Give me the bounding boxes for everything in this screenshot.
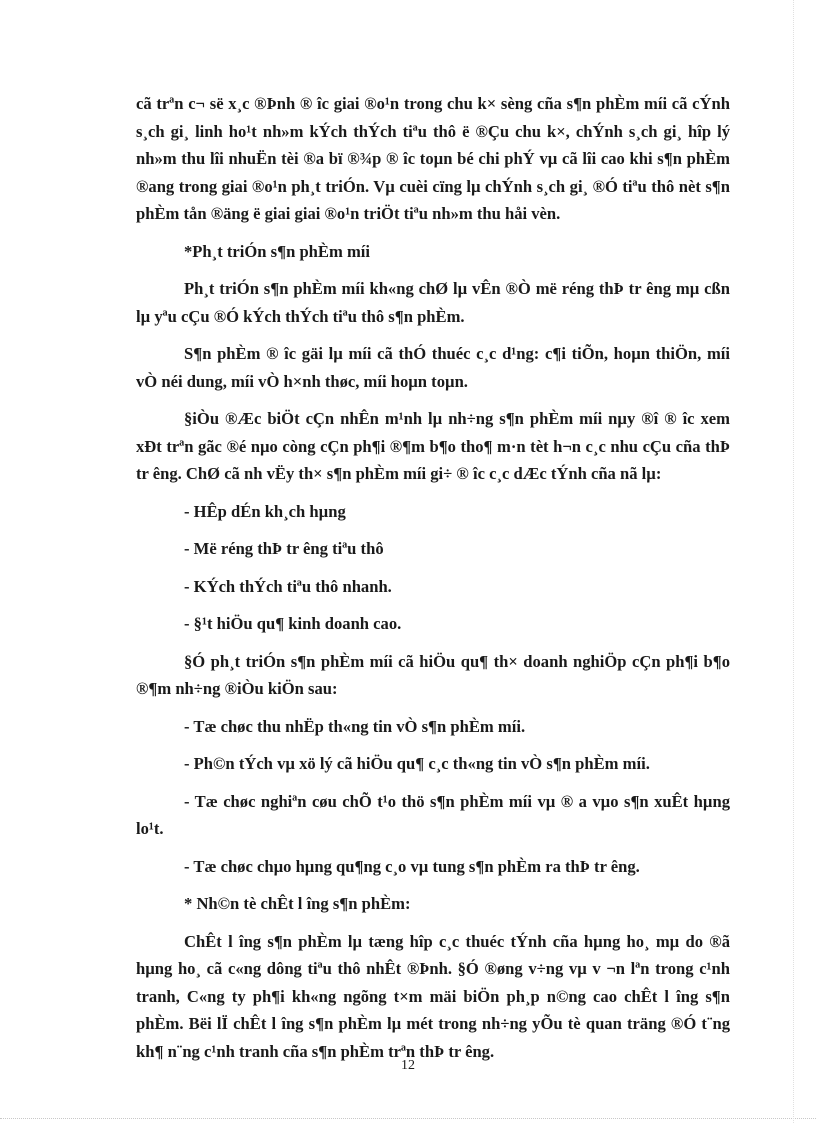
paragraph: §Ó ph¸t triÓn s¶n phÈm míi cã hiÖu qu¶ th× doanh nghiÖp cÇn ph¶i b¶o ®¶m nh÷ng ®iÒu kiÖn sau: [136,651,730,698]
paragraph: §iÒu ®Æc biÖt cÇn nhÊn m¹nh lµ nh÷ng s¶n phÈm míi nµy ®î ® îc xem xÐt trªn gãc ®é nµo còng cÇn ph¶i ®¶m b¶o tho¶ m·n tèt h¬n c¸c nhu cÇu cña thÞ tr êng. ChØ cã nh vËy th× s¶n phÈm míi gi÷ ® îc c¸c dÆc tÝnh cña nã lµ: [136,409,730,483]
page-number: 12 [401,1058,415,1073]
paragraph: Ph¸t triÓn s¶n phÈm míi kh«ng chØ lµ vÊn ®Ò më réng thÞ tr êng mµ cßn lµ yªu cÇu ®Ó kÝch thÝch tiªu thô s¶n phÈm. [136,279,730,326]
list-item: - Ph©n tÝch vµ xö lý cã hiÖu qu¶ c¸c th«ng tin vÒ s¶n phÈm míi. [184,754,650,773]
paragraph: cã trªn c¬ së x¸c ®Þnh ® îc giai ®o¹n trong chu k× sèng cña s¶n phÈm míi cã cÝnh s¸ch gi¸ linh ho¹t nh»m kÝch thÝch tiªu thô ë ®Çu chu k×, chÝnh s¸ch gi¸ hîp lý nh»m thu lîi nhuËn tèi ®a bï ®¾p ® îc toµn bé chi phÝ vµ cã lîi cao khi s¶n phÈm ®ang trong giai ®o¹n ph¸t triÓn. Vµ cuèi cïng lµ chÝnh s¸ch gi¸ ®Ó tiªu thô nèt s¶n phÈm tån ®äng ë giai giai ®o¹n triÖt tiªu nh»m thu håi vèn. [136,94,730,223]
list-item: - Tæ chøc thu nhËp th«ng tin vÒ s¶n phÈm míi. [184,716,526,736]
list-item: - Tæ chøc chµo hµng qu¶ng c¸o vµ tung s¶n phÈm ra thÞ tr êng. [184,856,640,876]
paragraph: S¶n phÈm ® îc gäi lµ míi cã thÓ thuéc c¸c d¹ng: c¶i tiÕn, hoµn thiÖn, míi vÒ néi dung, míi vÒ h×nh thøc, míi hoµn toµn. [136,344,730,391]
list-item: - HÊp dÉn kh¸ch hµng [184,501,346,521]
page-right-edge [793,0,794,1123]
list-item: - Tæ chøc nghiªn cøu chÕ t¹o thö s¶n phÈm míi vµ ® a vµo s¶n xuÊt hµng lo¹t. [136,791,730,838]
page-bottom-divider [0,1118,816,1119]
list-item: - §¹t hiÖu qu¶ kinh doanh cao. [184,614,402,633]
paragraph: ChÊt l îng s¶n phÈm lµ tæng hîp c¸c thuéc tÝnh cña hµng ho¸ mµ do ®ã hµng ho¸ cã c«ng dông tiªu thô nhÊt ®Þnh. §Ó ®øng v÷ng vµ v ¬n lªn trong c¹nh tranh, C«ng ty ph¶i kh«ng ngõng t×m mäi biÖn ph¸p n©ng cao chÊt l îng s¶n phÈm. Bëi lÏ chÊt l îng s¶n phÈm lµ mét trong nh÷ng yÕu tè quan träng ®Ó t¨ng kh¶ n¨ng c¹nh tranh cña s¶n phÈm trªn thÞ tr êng. [136,931,730,1061]
section-heading: * Nh©n tè chÊt l îng s¶n phÈm: [184,894,411,913]
section-heading: *Ph¸t triÓn s¶n phÈm míi [184,241,370,261]
list-item: - Më réng thÞ tr êng tiªu thô [184,539,384,558]
document-body [136,90,730,1075]
list-item: - KÝch thÝch tiªu thô nhanh. [184,576,392,596]
